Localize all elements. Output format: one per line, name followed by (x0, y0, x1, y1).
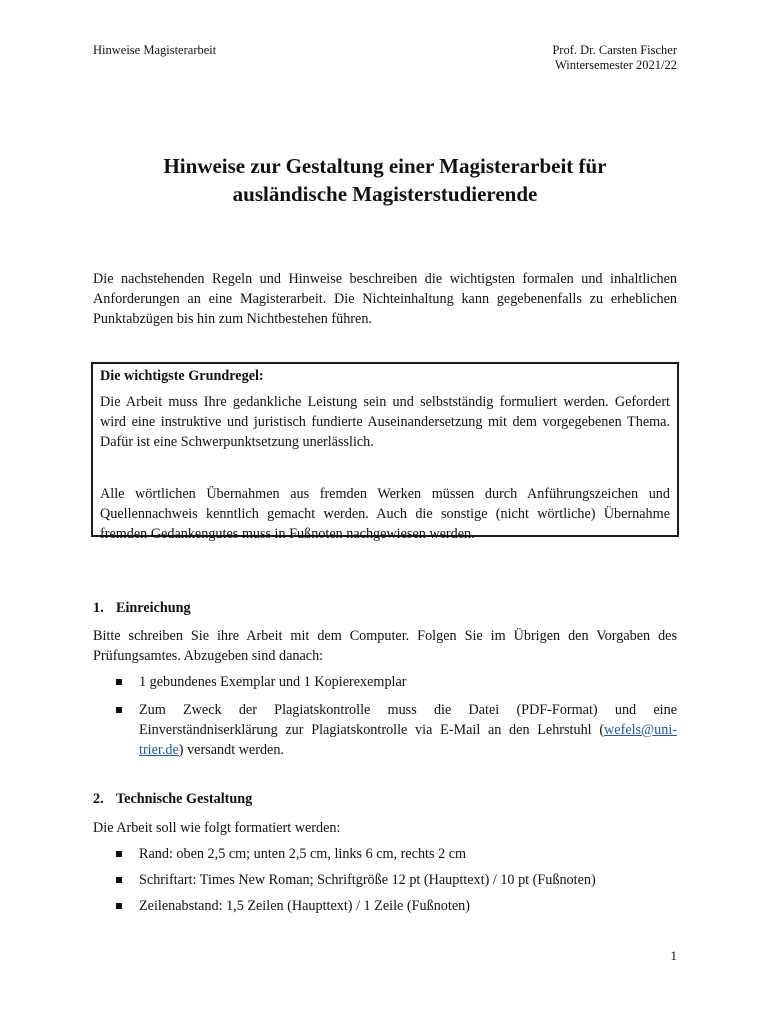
section-1-heading (93, 600, 191, 617)
section-1-text: Bitte schreiben Sie ihre Arbeit mit dem Computer. Folgen Sie im Übrigen den Vorgaben des Prüfungsamtes. Abzugeben sind danach: (93, 628, 677, 664)
section-2-list (93, 844, 677, 916)
box-paragraph-2: Alle wörtlichen Übernahmen aus fremden Werken müssen durch Anführungszeichen und Quellennachweis kenntlich gemacht werden. Auch die sonstige (nicht wörtliche) Übernahme fremden Gedankengutes muss in Fußnoten nachgewiesen werden. (100, 486, 670, 542)
box-paragraph-1: Die Arbeit muss Ihre gedankliche Leistung sein und selbstständig formuliert werden. Gefordert wird eine instruktive und juristisch fundierte Auseinandersetzung mit dem vorgegebenen Thema. Dafür ist eine Schwerpunktsetzung unerlässlich. (100, 394, 670, 450)
section-2-heading (93, 791, 252, 808)
bullet-square-icon (116, 851, 122, 857)
list-item: Schriftart: Times New Roman; Schriftgröße 12 pt (Haupttext) / 10 pt (Fußnoten) (93, 870, 677, 890)
bullet-square-icon (116, 707, 122, 713)
header-right (552, 43, 677, 73)
section-1-title: Einreichung (116, 600, 191, 616)
box-title: Die wichtigste Grundregel: (100, 368, 264, 384)
section-2-text: Die Arbeit soll wie folgt formatiert werden: (93, 820, 341, 836)
section-2-title: Technische Gestaltung (116, 791, 253, 807)
section-1-list (93, 672, 677, 760)
bullet-square-icon (116, 903, 122, 909)
section-1-number: 1. (93, 600, 104, 616)
list-item: Rand: oben 2,5 cm; unten 2,5 cm, links 6 cm, rechts 2 cm (93, 844, 677, 864)
list-item: Zeilenabstand: 1,5 Zeilen (Haupttext) / 1 Zeile (Fußnoten) (93, 896, 677, 916)
intro-paragraph: Die nachstehenden Regeln und Hinweise beschreiben die wichtigsten formalen und inhaltlichen Anforderungen an eine Magisterarbeit. Die Nichteinhaltung kann gegebenenfalls zu erheblichen Punktabzügen bis hin zum Nichtbestehen führen. (93, 271, 677, 327)
header-semester: Wintersemester 2021/22 (554, 58, 677, 72)
list-item: Zum Zweck der Plagiatskontrolle muss die Datei (PDF-Format) und eine Einverständniserklärung zur Plagiatskontrolle via E-Mail an den Lehrstuhl (wefels@uni-trier.de) versandt werden. (93, 700, 677, 760)
list-item: 1 gebundenes Exemplar und 1 Kopierexemplar (93, 672, 677, 692)
bullet-square-icon (116, 877, 122, 883)
document-title (93, 152, 677, 208)
title-line-2: ausländische Magisterstudierende (232, 182, 538, 206)
section-2-number: 2. (93, 791, 104, 807)
header-left: Hinweise Magisterarbeit (93, 43, 217, 57)
header-author: Prof. Dr. Carsten Fischer (552, 43, 677, 57)
email-link[interactable]: wefels@uni-trier.de (139, 722, 677, 758)
title-line-1: Hinweise zur Gestaltung einer Magisterarbeit für (163, 154, 607, 178)
page-number: 1 (670, 948, 677, 963)
bullet-square-icon (116, 679, 122, 685)
grundregel-box (91, 362, 679, 542)
